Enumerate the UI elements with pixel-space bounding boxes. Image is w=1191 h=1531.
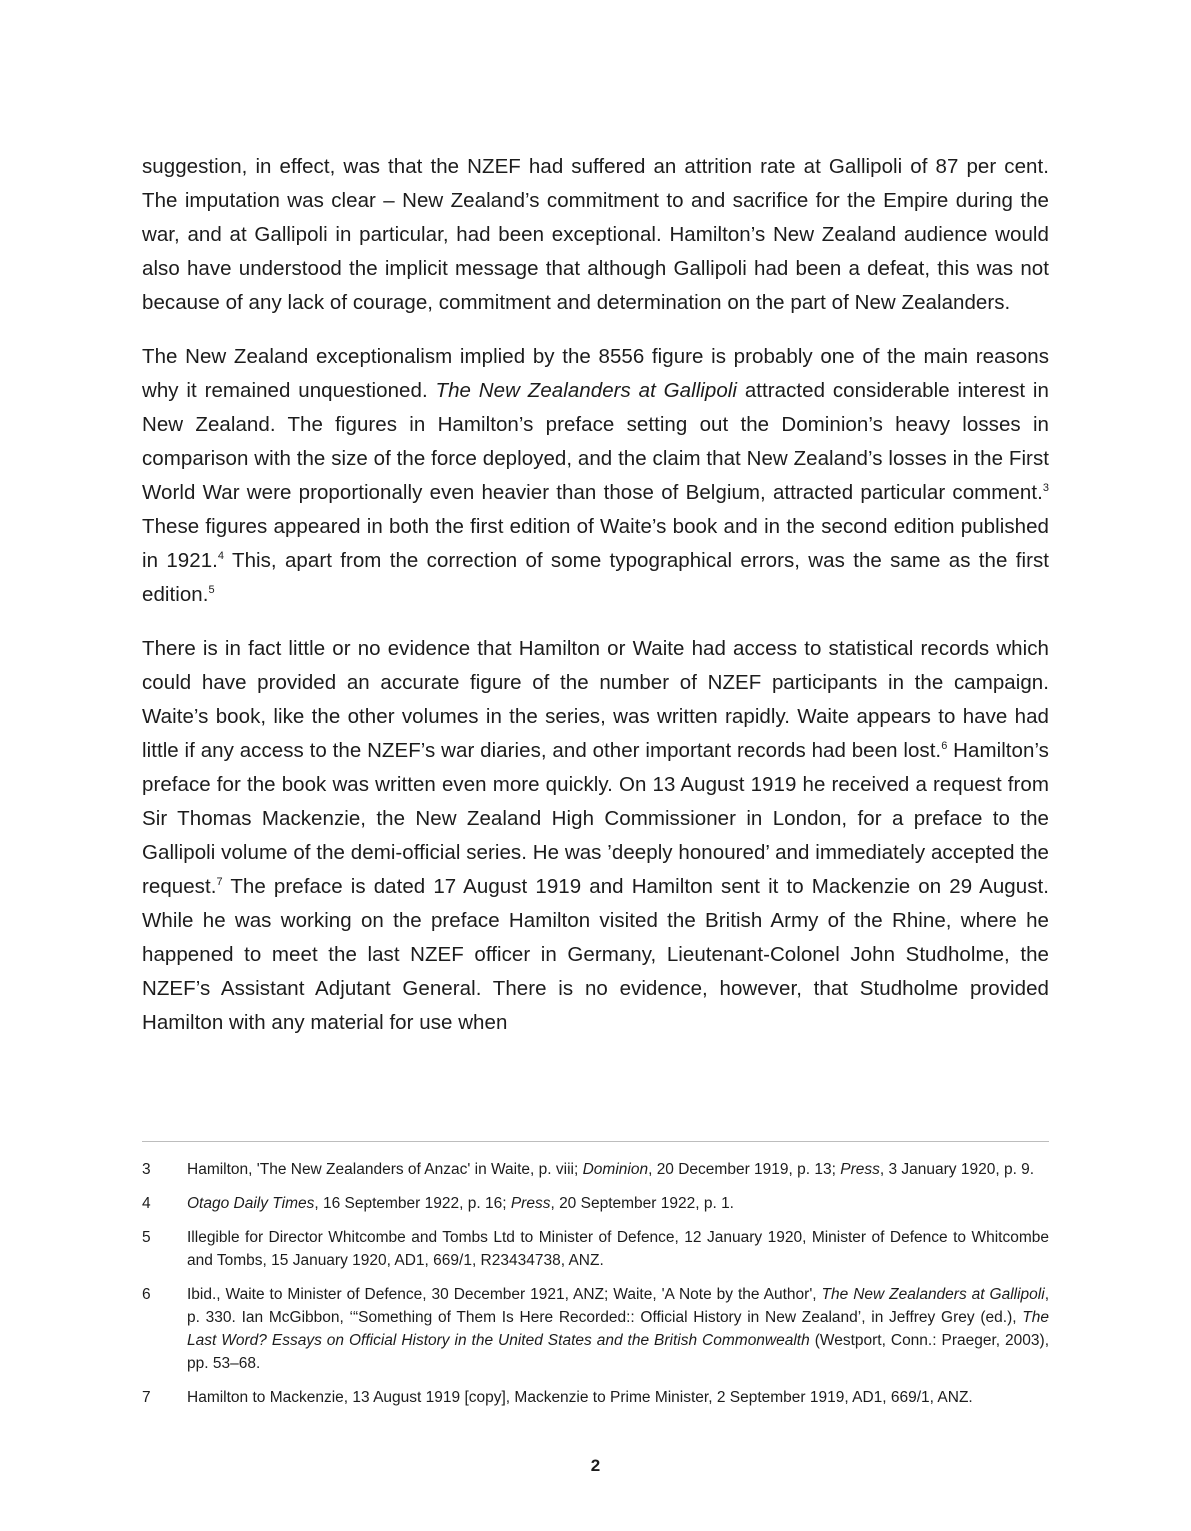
footnote-ref-7[interactable]: 7 — [216, 876, 223, 889]
footnote-3-italic-2: Press — [840, 1161, 880, 1178]
book-title: The New Zealanders at Gallipoli — [435, 379, 738, 402]
footnote-5 — [142, 1226, 1049, 1272]
footnote-6-part-b: , p. 330. Ian McGibbon, ‘“Something of Them Is Here Recorded:: Official History in New Zealand’, in Jeffrey Grey (ed.), — [187, 1286, 1049, 1326]
footnote-6-italic-1: The New Zealanders at Gallipoli — [821, 1286, 1045, 1303]
footnote-ref-5[interactable]: 5 — [208, 584, 215, 597]
footnote-4-part-b: , 20 September 1922, p. 1. — [550, 1195, 734, 1212]
footnote-number: 7 — [142, 1389, 151, 1406]
footnote-6 — [142, 1283, 1049, 1375]
paragraph-2 — [142, 340, 1049, 612]
paragraph-2-text-a: The New Zealand exceptionalism implied by the 8556 figure is probably one of the main reasons why it remained unquestioned. — [142, 345, 1049, 402]
footnote-7 — [142, 1386, 1049, 1409]
paragraph-2-text-b: attracted considerable interest in New Zealand. The figures in Hamilton’s preface setting out the Dominion’s heavy losses in comparison with the size of the force deployed, and the claim that New Zealand’s losses in the First World War were proportionally even heavier than those of Belgium, attracted particular comment. — [142, 379, 1049, 504]
footnote-3-part-a: Hamilton, 'The New Zealanders of Anzac' in Waite, p. viii; — [187, 1161, 583, 1178]
footnote-ref-4[interactable]: 4 — [217, 550, 225, 563]
footnote-3-part-c: , 3 January 1920, p. 9. — [879, 1161, 1035, 1178]
footnote-3 — [142, 1158, 1049, 1181]
footnote-text: Illegible for Director Whitcombe and Tombs Ltd to Minister of Defence, 12 January 1920, Minister of Defence to Whitcombe and Tombs, 15 January 1920, AD1, 669/1, R23434738, ANZ. — [187, 1229, 1049, 1269]
footnotes — [142, 1158, 1049, 1420]
footnote-4-part-a: , 16 September 1922, p. 16; — [314, 1195, 511, 1212]
footnote-3-part-b: , 20 December 1919, p. 13; — [648, 1161, 841, 1178]
paragraph-1-text: suggestion, in effect, was that the NZEF had suffered an attrition rate at Gallipoli of 87 per cent. The imputation was clear – New Zealand’s commitment to and sacrifice for the Empire during the war, and at Gallipoli in particular, had been exceptional. Hamilton’s New Zealand audience would also have understood the implicit message that although Gallipoli had been a defeat, this was not because of any lack of courage, commitment and determination on the part of New Zealanders. — [142, 155, 1049, 314]
paragraph-3-text-c: The preface is dated 17 August 1919 and Hamilton sent it to Mackenzie on 29 August. While he was working on the preface Hamilton visited the British Army of the Rhine, where he happened to meet the last NZEF officer in Germany, Lieutenant-Colonel John Studholme, the NZEF’s Assistant Adjutant General. There is no evidence, however, that Studholme provided Hamilton with any material for use when — [142, 875, 1049, 1034]
footnote-text — [187, 1158, 1049, 1181]
paragraph-1 — [142, 150, 1049, 320]
footnote-number: 5 — [142, 1229, 151, 1246]
footnote-number: 6 — [142, 1286, 151, 1303]
footnote-6-part-a: Ibid., Waite to Minister of Defence, 30 December 1921, ANZ; Waite, 'A Note by the Author', — [187, 1286, 822, 1303]
paragraph-2-text-c: These figures appeared in both the first edition of Waite’s book and in the second edition published in 1921. — [142, 515, 1049, 572]
footnote-number: 4 — [142, 1195, 151, 1212]
footnote-6-italic-2: The Last Word? Essays on Official History in the United States and the British Commonwealth — [187, 1309, 1049, 1349]
paragraph-3 — [142, 632, 1049, 1040]
paragraph-3-text-a: There is in fact little or no evidence that Hamilton or Waite had access to statistical records which could have provided an accurate figure of the number of NZEF participants in the campaign. Waite’s book, like the other volumes in the series, was written rapidly. Waite appears to have had little if any access to the NZEF’s war diaries, and other important records had been lost. — [142, 637, 1049, 762]
footnote-4 — [142, 1192, 1049, 1215]
footnote-number: 3 — [142, 1161, 151, 1178]
footnote-4-italic-2: Press — [510, 1195, 551, 1212]
footnote-text: Hamilton to Mackenzie, 13 August 1919 [copy], Mackenzie to Prime Minister, 2 September 1919, AD1, 669/1, ANZ. — [187, 1389, 973, 1406]
footnote-text — [187, 1192, 1049, 1215]
body-text — [142, 150, 1049, 1040]
footnote-text — [187, 1283, 1049, 1375]
footnote-ref-3[interactable]: 3 — [1042, 482, 1049, 495]
footnote-ref-6[interactable]: 6 — [941, 740, 948, 753]
footnote-6-part-c: (Westport, Conn.: Praeger, 2003), pp. 53–68. — [187, 1332, 1050, 1372]
footnote-3-italic-1: Dominion — [582, 1161, 649, 1178]
footnote-divider — [142, 1141, 1049, 1142]
page-number: 2 — [590, 1456, 601, 1475]
paragraph-2-text-d: This, apart from the correction of some typographical errors, was the same as the first edition. — [142, 549, 1049, 606]
footnote-4-italic-1: Otago Daily Times — [187, 1195, 315, 1212]
paragraph-3-text-b: Hamilton’s preface for the book was written even more quickly. On 13 August 1919 he received a request from Sir Thomas Mackenzie, the New Zealand High Commissioner in London, for a preface to the Gallipoli volume of the demi-official series. He was ’deeply honoured’ and immediately accepted the request. — [142, 739, 1049, 898]
